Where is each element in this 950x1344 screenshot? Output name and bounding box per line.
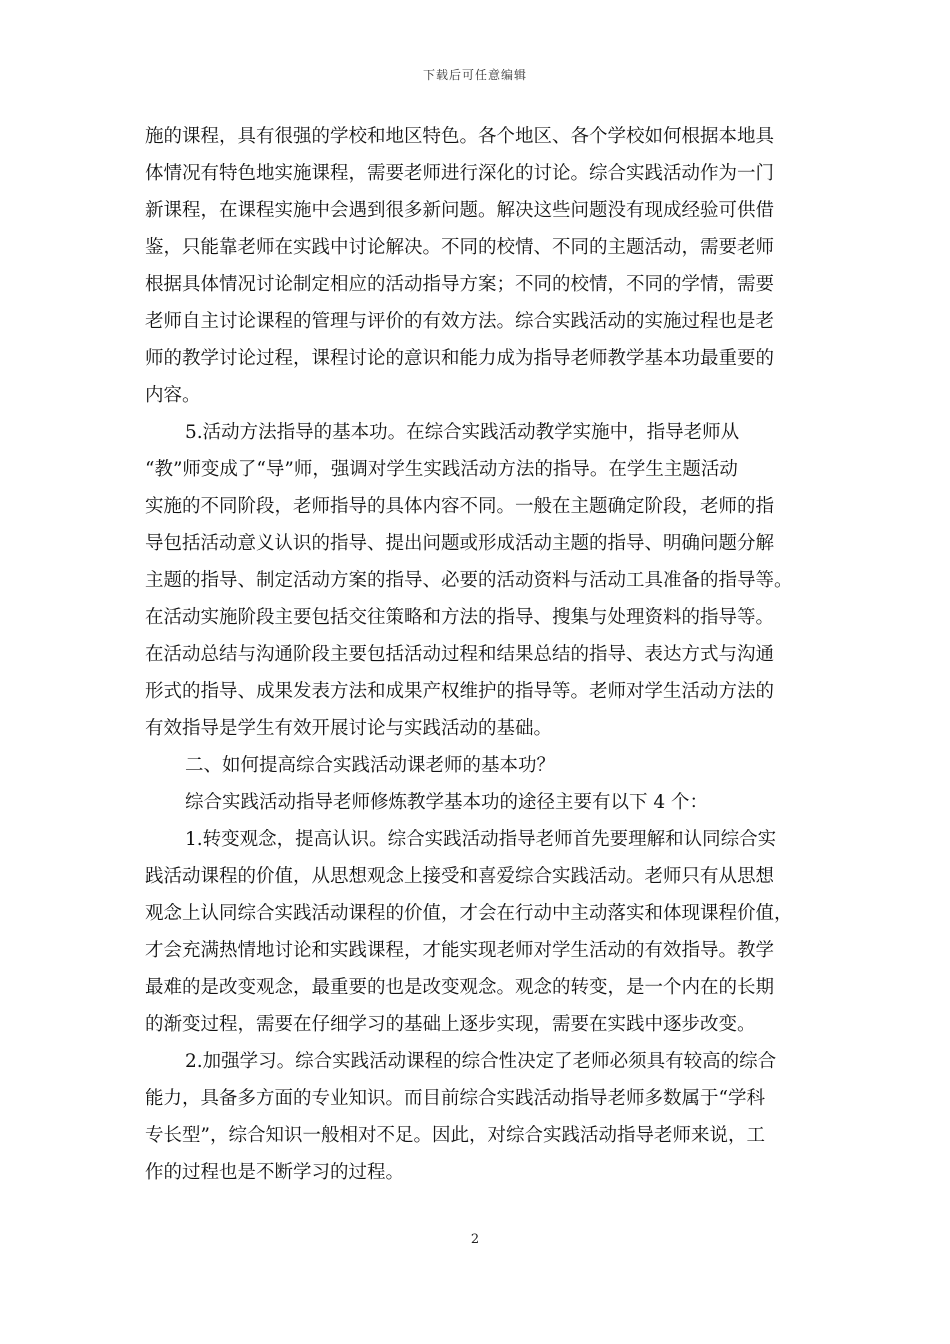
text-line: 作的过程也是不断学习的过程。 <box>145 1162 405 1183</box>
text-line: 施的课程，具有很强的学校和地区特色。各个地区、各个学校如何根据本地具 <box>145 126 775 147</box>
text-line: 在活动实施阶段主要包括交往策略和方法的指导、搜集与处理资料的指导等。 <box>145 607 775 628</box>
page-number: 2 <box>470 1232 480 1247</box>
text-line: 内容。 <box>145 385 201 406</box>
text-line: 导包括活动意义认识的指导、提出问题或形成活动主题的指导、明确问题分解 <box>145 533 775 554</box>
text-line: 有效指导是学生有效开展讨论与实践活动的基础。 <box>145 718 553 739</box>
text-line: 根据具体情况讨论制定相应的活动指导方案；不同的校情，不同的学情，需要 <box>145 274 775 295</box>
text-line: 专长型”，综合知识一般相对不足。因此，对综合实践活动指导老师来说，工 <box>145 1125 765 1146</box>
paragraph-start-line: 1.转变观念，提高认识。综合实践活动指导老师首先要理解和认同综合实 <box>185 829 777 850</box>
page-header: 下载后可任意编辑 <box>422 68 527 82</box>
text-line: 最难的是改变观念，最重要的也是改变观念。观念的转变，是一个内在的长期 <box>145 977 775 998</box>
text-line: 体情况有特色地实施课程，需要老师进行深化的讨论。综合实践活动作为一门 <box>145 163 775 184</box>
text-line: 观念上认同综合实践活动课程的价值，才会在行动中主动落实和体现课程价值， <box>145 903 793 924</box>
section-heading: 二、如何提高综合实践活动课老师的基本功？ <box>185 755 556 776</box>
text-line: “教”师变成了“导”师，强调对学生实践活动方法的指导。在学生主题活动 <box>145 459 738 480</box>
document-body <box>145 118 813 1191</box>
paragraph-start-line: 2.加强学习。综合实践活动课程的综合性决定了老师必须具有较高的综合 <box>185 1051 777 1072</box>
text-line: 老师自主讨论课程的管理与评价的有效方法。综合实践活动的实施过程也是老 <box>145 311 775 332</box>
text-line: 在活动总结与沟通阶段主要包括活动过程和结果总结的指导、表达方式与沟通 <box>145 644 775 665</box>
text-line: 鉴，只能靠老师在实践中讨论解决。不同的校情、不同的主题活动，需要老师 <box>145 237 775 258</box>
text-line: 形式的指导、成果发表方法和成果产权维护的指导等。老师对学生活动方法的 <box>145 681 775 702</box>
paragraph-start-line: 5.活动方法指导的基本功。在综合实践活动教学实施中，指导老师从 <box>185 422 740 443</box>
text-line: 能力，具备多方面的专业知识。而目前综合实践活动指导老师多数属于“学科 <box>145 1088 765 1109</box>
text-line: 的渐变过程，需要在仔细学习的基础上逐步实现，需要在实践中逐步改变。 <box>145 1014 756 1035</box>
text-line: 新课程，在课程实施中会遇到很多新问题。解决这些问题没有现成经验可供借 <box>145 200 775 221</box>
paragraph-start-line: 综合实践活动指导老师修炼教学基本功的途径主要有以下 4 个： <box>185 792 709 813</box>
text-line: 师的教学讨论过程，课程讨论的意识和能力成为指导老师教学基本功最重要的 <box>145 348 775 369</box>
text-line: 践活动课程的价值，从思想观念上接受和喜爱综合实践活动。老师只有从思想 <box>145 866 775 887</box>
text-line: 才会充满热情地讨论和实践课程，才能实现老师对学生活动的有效指导。教学 <box>145 940 775 961</box>
text-line: 主题的指导、制定活动方案的指导、必要的活动资料与活动工具准备的指导等。 <box>145 570 793 591</box>
text-line: 实施的不同阶段，老师指导的具体内容不同。一般在主题确定阶段，老师的指 <box>145 496 775 517</box>
